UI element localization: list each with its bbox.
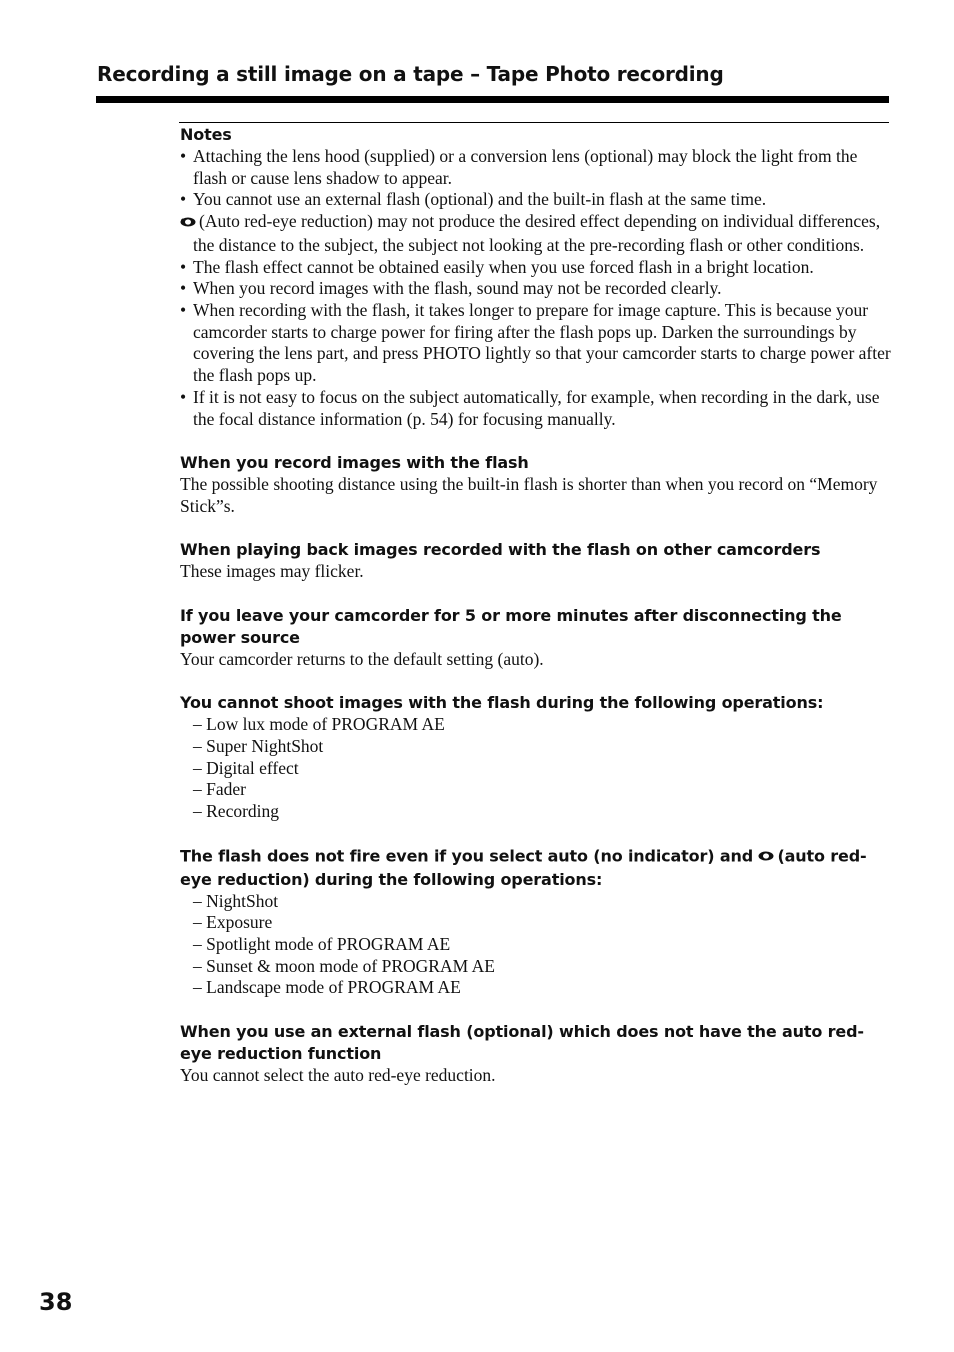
list-item: – Exposure xyxy=(193,912,273,933)
list-item: – NightShot xyxy=(193,890,279,911)
red-eye-reduction-icon xyxy=(758,845,774,867)
section-heading: When playing back images recorded with the flash on other camcorders xyxy=(180,540,821,560)
note-item: • When recording with the flash, it takes longer to prepare for image capture. This is because your camcorder starts to charge power for firing after the flash pops up. Darken the surroundings by covering the lens part, and press PHOTO lightly so that your camcorder starts to charge power after the flash pops up. xyxy=(180,300,891,386)
section-body: The possible shooting distance using the built-in flash is shorter than when you record on “Memory Stick”s. xyxy=(180,474,878,516)
list-item: – Landscape mode of PROGRAM AE xyxy=(193,977,461,998)
note-item: • When you record images with the flash, sound may not be recorded clearly. xyxy=(180,278,722,299)
list-item: – Sunset & moon mode of PROGRAM AE xyxy=(193,955,495,976)
list-item: – Low lux mode of PROGRAM AE xyxy=(193,714,445,735)
note-item: • You cannot use an external flash (optional) and the built-in flash at the same time. xyxy=(180,189,767,210)
section-body: These images may flicker. xyxy=(180,561,364,582)
operation-list xyxy=(180,891,892,1000)
notes-heading: Notes xyxy=(180,125,232,144)
note-item: • The flash effect cannot be obtained easily when you use forced flash in a bright location. xyxy=(180,256,814,277)
content-area xyxy=(180,124,892,1087)
section-body: Your camcorder returns to the default setting (auto). xyxy=(180,648,544,669)
operation-list xyxy=(180,714,892,823)
section-heading: You cannot shoot images with the flash during the following operations: xyxy=(180,693,824,713)
section-heading: The flash does not fire even if you select auto (no indicator) and (auto red-eye reduction) during the following operations: xyxy=(180,846,867,889)
list-item: – Recording xyxy=(193,801,280,822)
header-rule xyxy=(96,96,889,103)
section-heading: When you record images with the flash xyxy=(180,453,529,473)
section-heading: If you leave your camcorder for 5 or more minutes after disconnecting the power source xyxy=(180,605,842,647)
page-number: 38 xyxy=(39,1288,73,1316)
list-item: – Digital effect xyxy=(193,757,299,778)
list-item: – Fader xyxy=(193,779,246,800)
section-heading: When you use an external flash (optional) which does not have the auto red-eye reduction function xyxy=(180,1021,864,1063)
list-item: – Super NightShot xyxy=(193,735,324,756)
note-item: • Attaching the lens hood (supplied) or a conversion lens (optional) may block the light from the flash or cause lens shadow to appear. xyxy=(180,146,858,188)
red-eye-reduction-icon xyxy=(193,211,196,233)
note-item: • If it is not easy to focus on the subject automatically, for example, when recording in the dark, use the focal distance information (p. 54) for focusing manually. xyxy=(180,386,880,429)
note-item: (Auto red-eye reduction) may not produce the desired effect depending on individual differences, the distance to the subject, the subject not looking at the pre-recording flash or other conditions. xyxy=(180,211,892,257)
list-item: – Spotlight mode of PROGRAM AE xyxy=(193,933,451,954)
notes-list xyxy=(180,146,892,430)
section-divider xyxy=(179,122,889,123)
page-header-title: Recording a still image on a tape – Tape Photo recording xyxy=(97,62,724,86)
section-body: You cannot select the auto red-eye reduction. xyxy=(180,1064,496,1085)
